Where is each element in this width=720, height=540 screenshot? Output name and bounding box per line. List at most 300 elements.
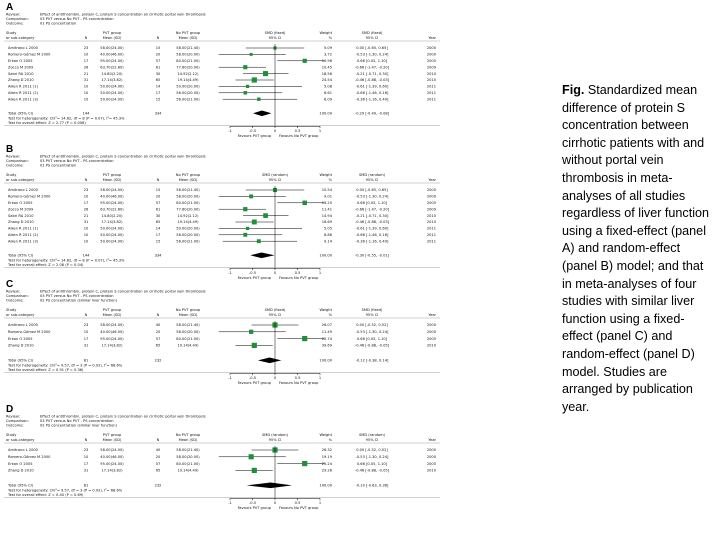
study-ci: 0.66 [0.05, 1.10] — [356, 59, 388, 63]
header-year: Year — [428, 178, 436, 182]
study-weight: 19.19 — [321, 455, 332, 459]
study-mean-sd-nopvt: 80.00(21.00) — [176, 336, 200, 341]
heterogeneity-test: Test for heterogeneity: Chi²= 14.62, df = 8 (P = 0.07), I²= 45.3% — [8, 258, 125, 263]
header-mean-sd-pvt: Mean (SD) — [102, 313, 122, 317]
total-n-pvt: 81 — [83, 358, 89, 363]
study-ci: -0.46 [-0.88, -0.03] — [354, 78, 390, 83]
study-n-nopvt: 17 — [155, 91, 161, 95]
study-n-pvt: 10 — [83, 97, 89, 102]
x-tick-label: -0.5 — [248, 375, 257, 380]
effect-marker — [243, 65, 247, 69]
outcome-label: Outcome: — [6, 163, 24, 168]
study-name: Erkan O 2005 — [8, 201, 33, 205]
figure-caption — [562, 82, 714, 416]
header-n-nopvt: N — [156, 438, 160, 442]
study-n-nopvt: 57 — [155, 59, 161, 63]
total-ci: -0.12 [-0.38, 0.14] — [355, 358, 389, 363]
header-smd-values: SMD (random) — [358, 433, 386, 437]
favours-pvt-label: Favours PVT group — [237, 133, 271, 138]
x-tick-label: 0.5 — [294, 270, 301, 275]
study-name: Zocco M 2009 — [8, 207, 34, 212]
review-text: Effect of antithrombin, protein C, protein S concentration on cirrhotic portal vein thrombosis — [40, 289, 206, 294]
header-weight: Weight — [319, 433, 332, 437]
x-tick-label: 0.5 — [294, 500, 301, 505]
effect-marker — [250, 53, 253, 56]
study-year: 2010 — [426, 78, 436, 83]
study-n-pvt: 10 — [83, 52, 89, 57]
header-smd-plot: SMD (fixed) — [264, 308, 286, 312]
study-weight: 13.25 — [321, 201, 332, 205]
total-weight: 100.00 — [319, 111, 332, 116]
study-mean-sd-pvt: 50.00(24.00) — [100, 239, 124, 244]
header-year: Year — [428, 438, 436, 442]
study-name: Romero-Gómez M 2000 — [8, 330, 51, 334]
study-ci: -0.66 [-1.47, -0.20] — [354, 65, 390, 70]
study-n-pvt: 23 — [83, 448, 89, 453]
study-mean-sd-nopvt: 58.00(21.40) — [176, 448, 200, 453]
study-ci: -0.61 [-1.39, 0.60] — [355, 226, 389, 231]
x-tick-label: 0 — [273, 128, 277, 133]
study-n-pvt: 10 — [83, 226, 89, 231]
study-mean-sd-nopvt: 77.60(20.00) — [176, 65, 200, 70]
study-mean-sd-nopvt: 58.00(20.00) — [176, 194, 200, 199]
total-label: Total (95% CI) — [8, 253, 34, 258]
study-weight: 18.56 — [321, 71, 332, 76]
study-mean-sd-pvt: 50.00(24.00) — [100, 233, 124, 237]
study-weight: 11.49 — [321, 330, 332, 334]
study-year: 2009 — [426, 207, 436, 212]
header-subcategory: or sub-category — [6, 36, 35, 40]
header-ci-plot: 95% CI — [268, 36, 282, 40]
study-year: 2005 — [426, 201, 436, 205]
study-mean-sd-nopvt: 56.00(21.00) — [176, 239, 200, 244]
review-label: Review: — [6, 414, 20, 419]
study-year: 2011 — [426, 84, 436, 89]
study-ci: 0.66 [0.05, 1.10] — [356, 461, 388, 466]
study-n-nopvt: 15 — [155, 97, 161, 102]
x-tick-label: -1 — [228, 375, 232, 380]
comparison-text: 03 PVT versus No PVT - PS concentration — [40, 17, 114, 21]
overall-effect-test: Test for overall effect: Z = 2.08 (P = 0.04) — [8, 262, 84, 267]
panel-c — [4, 279, 440, 385]
total-weight: 100.00 — [319, 483, 332, 488]
x-tick-label: 0 — [273, 500, 277, 505]
study-year: 2000 — [426, 323, 436, 328]
study-mean-sd-nopvt: 14.92(2.12) — [177, 213, 199, 218]
study-mean-sd-pvt: 50.00(24.00) — [100, 226, 124, 231]
header-weight: Weight — [319, 308, 332, 312]
study-weight: 5.09 — [323, 46, 332, 51]
study-n-nopvt: 20 — [155, 194, 161, 199]
study-n-pvt: 26 — [83, 207, 89, 212]
favours-no-pvt-label: Favours No PVT group — [279, 133, 319, 138]
study-n-nopvt: 57 — [155, 201, 161, 205]
study-name: Amitrano L 2000 — [8, 188, 38, 193]
study-year: 2011 — [426, 91, 436, 95]
x-tick-label: 1 — [318, 500, 322, 505]
study-mean-sd-nopvt: 58.00(21.40) — [176, 188, 200, 193]
study-name: Zhang D 2010 — [8, 343, 34, 348]
study-name: Amitrano L 2000 — [8, 46, 38, 51]
study-n-nopvt: 14 — [155, 84, 161, 89]
study-year: 2000 — [426, 188, 436, 193]
effect-marker — [257, 97, 260, 100]
study-mean-sd-pvt: 40.00(46.00) — [100, 455, 124, 459]
study-year: 2010 — [426, 220, 436, 225]
favours-pvt-label: Favours PVT group — [237, 505, 271, 510]
total-n-nopvt: 232 — [154, 483, 162, 488]
header-smd-plot: SMD (random) — [261, 433, 289, 437]
study-year: 2011 — [426, 233, 436, 237]
study-mean-sd-nopvt: 58.00(21.40) — [176, 46, 200, 51]
favours-no-pvt-label: Favours No PVT group — [279, 275, 319, 280]
study-mean-sd-pvt: 50.00(24.00) — [100, 91, 124, 95]
x-tick-label: 1 — [318, 128, 322, 133]
header-weight-unit: % — [328, 313, 332, 317]
total-n-pvt: 81 — [83, 483, 89, 488]
study-mean-sd-pvt: 63.70(22.60) — [100, 207, 124, 212]
header-pvt-group: PVT group — [102, 173, 122, 177]
total-ci: -0.30 [-0.55, -0.01] — [354, 253, 390, 258]
study-mean-sd-pvt: 50.00(24.00) — [100, 97, 124, 102]
header-pvt-group: PVT group — [102, 433, 122, 437]
study-weight: 5.05 — [323, 226, 332, 231]
study-ci: -0.21 [-0.71, 0.30] — [355, 213, 389, 218]
header-pvt-group: PVT group — [102, 31, 122, 35]
effect-marker — [249, 454, 254, 459]
study-n-nopvt: 65 — [155, 220, 161, 225]
header-ci-values: 95% CI — [365, 178, 379, 182]
study-mean-sd-nopvt: 50.00(20.00) — [176, 84, 200, 89]
header-year: Year — [428, 36, 436, 40]
study-n-pvt: 23 — [83, 46, 89, 51]
total-label: Total (95% CI) — [8, 111, 34, 116]
outcome-text: 02 PS concentration (similar liver function) — [40, 298, 117, 303]
effect-marker — [252, 220, 257, 225]
study-n-nopvt: 30 — [155, 71, 161, 76]
study-n-nopvt: 20 — [155, 330, 161, 334]
study-name: Aiken R 2011 (1) — [8, 84, 39, 89]
outcome-label: Outcome: — [6, 423, 24, 428]
study-name: Sabri RA 2010 — [8, 213, 34, 218]
study-mean-sd-pvt: 40.00(46.00) — [100, 52, 124, 57]
effect-marker — [243, 233, 247, 237]
study-n-nopvt: 65 — [155, 468, 161, 473]
study-ci: -0.46 [-0.88, -0.05] — [354, 343, 390, 348]
study-mean-sd-pvt: 95.00(24.00) — [100, 201, 124, 205]
study-mean-sd-pvt: 95.00(24.00) — [100, 336, 124, 341]
study-year: 2000 — [426, 448, 436, 453]
outcome-text: 02 PS concentration (similar liver function) — [40, 423, 117, 428]
study-name: Erkan O 2005 — [8, 461, 33, 466]
header-subcategory: or sub-category — [6, 313, 35, 317]
header-smd-plot: SMD (random) — [261, 173, 289, 177]
study-year: 2000 — [426, 455, 436, 459]
review-label: Review: — [6, 154, 20, 159]
study-mean-sd-pvt: 14.80(2.20) — [101, 213, 123, 218]
study-weight: 6.09 — [323, 97, 332, 102]
study-name: Aiken R 2011 (2) — [8, 233, 39, 237]
study-n-pvt: 31 — [83, 468, 89, 473]
header-weight-unit: % — [328, 438, 332, 442]
study-weight: 9.14 — [323, 239, 332, 244]
header-n-pvt: N — [84, 36, 88, 40]
study-weight: 29.26 — [321, 468, 332, 473]
header-mean-sd-nopvt: Mean (SD) — [178, 36, 198, 40]
study-ci: -0.46 [-0.88, -0.05] — [354, 468, 390, 473]
effect-marker — [303, 59, 307, 63]
study-weight: 22.74 — [321, 336, 332, 341]
study-n-nopvt: 61 — [155, 207, 161, 212]
caption-lead: Fig. — [562, 83, 585, 97]
header-mean-sd-nopvt: Mean (SD) — [178, 313, 198, 317]
pooled-diamond — [253, 110, 271, 116]
header-smd-values: SMD (fixed) — [361, 308, 383, 312]
study-ci: -0.53 [-1.30, 0.24] — [355, 330, 389, 334]
review-text: Effect of antithrombin, protein C, protein S concentration on cirrhotic portal vein thrombosis — [40, 154, 206, 159]
comparison-text: 03 PVT versus No PVT - PS concentration — [40, 159, 114, 163]
study-n-pvt: 10 — [83, 330, 89, 334]
study-mean-sd-pvt: 63.70(22.60) — [100, 65, 124, 70]
study-name: Aiken R 2011 (1) — [8, 226, 39, 231]
study-n-nopvt: 20 — [155, 52, 161, 57]
study-name: Aiken R 2011 (3) — [8, 97, 39, 102]
study-weight: 26.07 — [321, 323, 332, 328]
study-year: 2010 — [426, 468, 436, 473]
study-name: Zhang D 2010 — [8, 220, 34, 225]
header-n-pvt: N — [84, 178, 88, 182]
overall-effect-test: Test for overall effect: Z = 0.40 (P = 0.69) — [8, 492, 84, 497]
effect-marker — [246, 227, 249, 230]
total-n-nopvt: 334 — [154, 111, 162, 116]
study-mean-sd-nopvt: 58.00(20.00) — [176, 455, 200, 459]
study-mean-sd-pvt: 50.00(24.00) — [100, 84, 124, 89]
outcome-label: Outcome: — [6, 21, 24, 26]
outcome-text: 01 PS concentration — [40, 163, 77, 168]
study-n-pvt: 17 — [83, 201, 89, 205]
study-mean-sd-nopvt: 56.00(20.00) — [176, 233, 200, 237]
overall-effect-test: Test for overall effect: Z = 2.77 (P = 0.006) — [8, 120, 86, 125]
effect-marker — [246, 85, 249, 88]
comparison-text: 03 PVT versus No PVT - PS concentration — [40, 419, 114, 423]
study-ci: -0.36 [-1.16, 0.49] — [355, 97, 389, 102]
x-tick-label: 0.5 — [294, 128, 301, 133]
study-weight: 5.08 — [323, 84, 332, 89]
heterogeneity-test: Test for heterogeneity: Chi²= 9.57, df = 3 (P = 0.02), I²= 68.6% — [8, 363, 123, 368]
header-n-pvt: N — [84, 438, 88, 442]
study-n-nopvt: 14 — [155, 226, 161, 231]
study-ci: 0.00 [-0.65, 0.65] — [356, 46, 388, 51]
study-n-pvt: 10 — [83, 239, 89, 244]
header-weight: Weight — [319, 31, 332, 35]
study-n-pvt: 10 — [83, 194, 89, 199]
study-name: Erkan O 2005 — [8, 59, 33, 63]
study-ci: 0.66 [0.05, 1.10] — [356, 201, 388, 205]
study-weight: 6.61 — [323, 91, 332, 95]
header-no-pvt-group: No PVT group — [175, 173, 201, 177]
study-weight: 3.72 — [323, 52, 332, 57]
study-mean-sd-nopvt: 80.00(21.00) — [176, 201, 200, 205]
study-ci: -0.53 [-1.30, 0.24] — [355, 194, 389, 199]
study-mean-sd-nopvt: 80.00(21.00) — [176, 59, 200, 63]
study-ci: -0.36 [-1.16, 0.49] — [355, 239, 389, 244]
header-mean-sd-pvt: Mean (SD) — [102, 438, 122, 442]
header-n-nopvt: N — [156, 178, 160, 182]
study-n-pvt: 10 — [83, 455, 89, 459]
header-mean-sd-nopvt: Mean (SD) — [178, 178, 198, 182]
effect-marker — [252, 468, 257, 473]
effect-marker — [252, 77, 257, 82]
study-mean-sd-pvt: 17.14(3.82) — [101, 78, 123, 83]
header-ci-plot: 95% CI — [268, 178, 282, 182]
x-tick-label: 1 — [318, 375, 322, 380]
study-ci: 0.00 [-0.52, 0.52] — [356, 448, 388, 453]
study-weight: 26.32 — [321, 448, 332, 453]
study-year: 2005 — [426, 336, 436, 341]
study-n-nopvt: 40 — [155, 448, 161, 453]
study-n-nopvt: 61 — [155, 65, 161, 70]
study-year: 2005 — [426, 59, 436, 63]
x-tick-label: -0.5 — [248, 128, 257, 133]
total-n-pvt: 144 — [82, 253, 90, 258]
total-label: Total (95% CI) — [8, 483, 34, 488]
panel-b — [4, 144, 440, 280]
study-n-nopvt: 20 — [155, 455, 161, 459]
study-mean-sd-nopvt: 56.00(21.00) — [176, 97, 200, 102]
total-label: Total (95% CI) — [8, 358, 34, 363]
study-n-pvt: 17 — [83, 59, 89, 63]
header-smd-values: SMD (fixed) — [361, 31, 383, 35]
header-mean-sd-pvt: Mean (SD) — [102, 36, 122, 40]
total-weight: 100.00 — [319, 358, 332, 363]
total-n-nopvt: 334 — [154, 253, 162, 258]
effect-marker — [302, 336, 307, 341]
comparison-label: Comparison: — [6, 294, 29, 298]
study-mean-sd-nopvt: 14.92(2.12) — [177, 71, 199, 76]
study-ci: 0.00 [-0.65, 0.65] — [356, 188, 388, 193]
x-tick-label: -0.5 — [248, 270, 257, 275]
study-mean-sd-pvt: 14.80(2.20) — [101, 71, 123, 76]
effect-marker — [249, 330, 253, 334]
study-year: 2011 — [426, 239, 436, 244]
study-mean-sd-nopvt: 56.00(20.00) — [176, 91, 200, 95]
header-study: Study — [6, 308, 17, 312]
study-n-nopvt: 15 — [155, 46, 161, 51]
total-weight: 100.00 — [319, 253, 332, 258]
study-year: 2010 — [426, 343, 436, 348]
header-mean-sd-pvt: Mean (SD) — [102, 178, 122, 182]
study-weight: 16.69 — [321, 220, 332, 225]
header-ci-values: 95% CI — [365, 313, 379, 317]
study-year: 2000 — [426, 330, 436, 334]
study-mean-sd-nopvt: 19.14(4.49) — [177, 78, 199, 83]
study-name: Sabri RA 2010 — [8, 71, 34, 76]
study-n-pvt: 17 — [83, 336, 89, 341]
study-n-pvt: 23 — [83, 188, 89, 193]
study-year: 2000 — [426, 194, 436, 199]
study-ci: -0.46 [-0.88, -0.03] — [354, 220, 390, 225]
x-tick-label: 0.5 — [294, 375, 301, 380]
effect-marker — [263, 71, 268, 76]
study-n-nopvt: 65 — [155, 78, 161, 83]
study-name: Aiken R 2011 (3) — [8, 239, 39, 244]
study-weight: 10.45 — [321, 65, 332, 70]
study-mean-sd-nopvt: 19.14(4.49) — [177, 220, 199, 225]
study-n-pvt: 17 — [83, 461, 89, 466]
study-weight: 9.01 — [323, 194, 332, 199]
outcome-label: Outcome: — [6, 298, 24, 303]
header-pvt-group: PVT group — [102, 308, 122, 312]
header-no-pvt-group: No PVT group — [175, 433, 201, 437]
header-ci-plot: 95% CI — [268, 313, 282, 317]
study-n-pvt: 31 — [83, 220, 89, 225]
pooled-diamond — [250, 252, 274, 258]
study-mean-sd-pvt: 95.00(24.00) — [100, 461, 124, 466]
study-name: Amitrano L 2000 — [8, 448, 38, 453]
study-weight: 14.94 — [321, 213, 332, 218]
study-name: Amitrano L 2000 — [8, 323, 38, 328]
study-year: 2000 — [426, 52, 436, 57]
effect-marker — [244, 91, 248, 95]
panel-a — [4, 2, 440, 138]
study-n-pvt: 26 — [83, 65, 89, 70]
study-mean-sd-pvt: 95.00(24.00) — [100, 59, 124, 63]
effect-marker — [257, 239, 261, 243]
effect-marker — [263, 213, 268, 218]
review-text: Effect of antithrombin, protein C, protein S concentration on cirrhotic portal vein thrombosis — [40, 12, 206, 17]
comparison-text: 03 PVT versus No PVT - PS concentration — [40, 294, 114, 298]
study-mean-sd-nopvt: 19.14(4.49) — [177, 468, 199, 473]
effect-marker — [302, 201, 306, 205]
header-year: Year — [428, 313, 436, 317]
header-smd-plot: SMD (fixed) — [264, 31, 286, 35]
pooled-diamond — [258, 358, 281, 364]
header-n-nopvt: N — [156, 36, 160, 40]
header-weight-unit: % — [328, 36, 332, 40]
header-n-pvt: N — [84, 313, 88, 317]
study-ci: 0.66 [0.05, 1.10] — [356, 336, 388, 341]
study-n-nopvt: 65 — [155, 343, 161, 348]
study-weight: 39.69 — [321, 343, 332, 348]
study-n-pvt: 21 — [83, 213, 89, 218]
comparison-label: Comparison: — [6, 159, 29, 163]
header-no-pvt-group: No PVT group — [175, 31, 201, 35]
study-n-pvt: 10 — [83, 91, 89, 95]
study-mean-sd-pvt: 58.00(24.00) — [100, 448, 124, 453]
study-mean-sd-pvt: 58.00(24.00) — [100, 323, 124, 328]
total-n-nopvt: 232 — [154, 358, 162, 363]
study-mean-sd-pvt: 58.00(24.00) — [100, 46, 124, 51]
effect-marker — [252, 343, 257, 348]
comparison-label: Comparison: — [6, 419, 29, 423]
study-mean-sd-pvt: 40.00(46.00) — [100, 330, 124, 334]
panel-label: D — [6, 404, 14, 415]
heterogeneity-test: Test for heterogeneity: Chi²= 14.62, df = 8 (P = 0.07), I²= 45.3% — [8, 116, 125, 121]
header-subcategory: or sub-category — [6, 438, 35, 442]
study-mean-sd-pvt: 40.00(46.00) — [100, 194, 124, 199]
study-year: 2010 — [426, 71, 436, 76]
x-tick-label: -1 — [228, 270, 232, 275]
study-mean-sd-pvt: 17.14(3.82) — [101, 468, 123, 473]
favours-no-pvt-label: Favours No PVT group — [279, 380, 319, 385]
panel-label: C — [6, 279, 14, 290]
study-ci: 0.00 [-0.52, 0.52] — [356, 323, 388, 328]
study-ci: -0.53 [-1.30, 0.24] — [355, 455, 389, 459]
favours-pvt-label: Favours PVT group — [237, 275, 271, 280]
review-label: Review: — [6, 12, 20, 17]
study-n-nopvt: 57 — [155, 336, 161, 341]
header-study: Study — [6, 31, 17, 35]
